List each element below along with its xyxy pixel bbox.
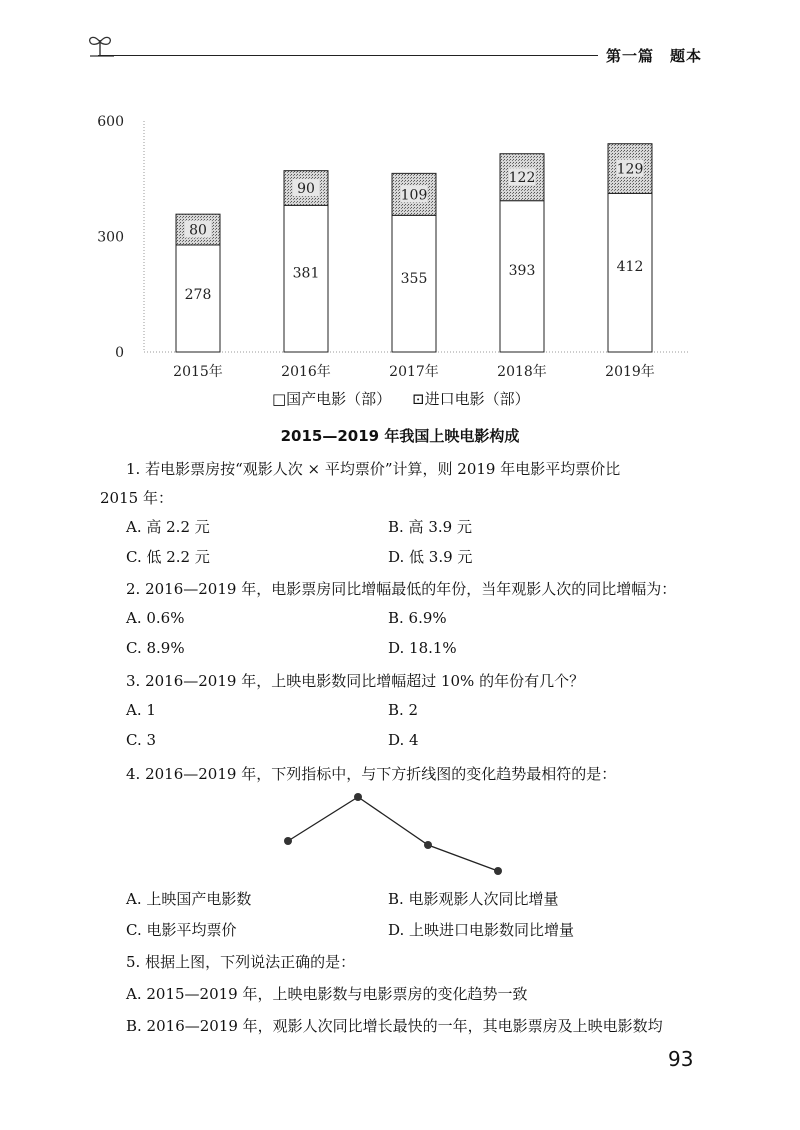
question-2-option-c[interactable]: C. 8.9% xyxy=(126,639,185,657)
question-1-option-a[interactable]: A. 高 2.2 元 xyxy=(126,518,210,536)
question-4-option-c[interactable]: C. 电影平均票价 xyxy=(126,921,237,939)
x-tick-label: 2015年 xyxy=(173,364,223,380)
trend-line xyxy=(288,797,498,871)
question-3-option-c[interactable]: C. 3 xyxy=(126,731,157,749)
trend-point xyxy=(284,837,292,845)
question-3-stem: 3. 2016—2019 年，上映电影数同比增幅超过 10% 的年份有几个？ xyxy=(126,672,585,690)
question-2-stem: 2. 2016—2019 年，电影票房同比增幅最低的年份，当年观影人次的同比增幅为： xyxy=(126,580,677,598)
y-tick-label: 0 xyxy=(115,345,124,361)
question-2-option-b[interactable]: B. 6.9% xyxy=(388,609,447,627)
data-label-imported: 90 xyxy=(297,180,315,197)
question-4-option-d[interactable]: D. 上映进口电影数同比增量 xyxy=(388,921,575,939)
data-label-imported: 122 xyxy=(508,170,536,187)
question-1-option-d[interactable]: D. 低 3.9 元 xyxy=(388,548,473,566)
x-tick-label: 2018年 xyxy=(497,364,547,380)
trend-point xyxy=(494,867,502,875)
question-1-stem-cont: 2015 年： xyxy=(100,489,173,507)
question-5-option-b[interactable]: B. 2016—2019 年，观影人次同比增长最快的一年，其电影票房及上映电影数均 xyxy=(126,1017,663,1035)
data-label-imported: 80 xyxy=(189,222,207,239)
question-2-option-d[interactable]: D. 18.1% xyxy=(388,639,457,657)
x-tick-label: 2016年 xyxy=(281,364,331,380)
x-tick-label: 2017年 xyxy=(389,364,439,380)
page-number: 93 xyxy=(668,1047,694,1071)
question-1-option-b[interactable]: B. 高 3.9 元 xyxy=(388,518,472,536)
header-title: 第一篇 题本 xyxy=(606,47,703,65)
data-label-domestic: 355 xyxy=(400,270,428,287)
data-label-domestic: 412 xyxy=(616,258,644,275)
question-3-option-d[interactable]: D. 4 xyxy=(388,731,419,749)
x-tick-label: 2019年 xyxy=(605,364,655,380)
header-rule xyxy=(98,55,598,56)
question-4-stem: 4. 2016—2019 年，下列指标中，与下方折线图的变化趋势最相符的是： xyxy=(126,765,617,783)
question-1-option-c[interactable]: C. 低 2.2 元 xyxy=(126,548,210,566)
trend-point xyxy=(354,793,362,801)
stacked-bar-chart xyxy=(90,105,710,415)
question-2-option-a[interactable]: A. 0.6% xyxy=(126,609,185,627)
question-4-option-b[interactable]: B. 电影观影人次同比增量 xyxy=(388,890,559,908)
question-3-option-a[interactable]: A. 1 xyxy=(126,701,156,719)
trend-line-chart xyxy=(270,785,520,885)
question-1-stem: 1. 若电影票房按“观影人次 × 平均票价”计算，则 2019 年电影平均票价比 xyxy=(126,460,621,478)
legend-domestic: □国产电影（部） xyxy=(272,390,392,408)
data-label-domestic: 393 xyxy=(508,262,536,279)
y-tick-label: 600 xyxy=(97,114,124,130)
data-label-imported: 109 xyxy=(400,187,428,204)
question-4-option-a[interactable]: A. 上映国产电影数 xyxy=(126,890,252,908)
data-label-imported: 129 xyxy=(616,161,644,178)
question-3-option-b[interactable]: B. 2 xyxy=(388,701,419,719)
y-tick-label: 300 xyxy=(97,229,124,246)
chart-caption: 2015—2019 年我国上映电影构成 xyxy=(280,427,520,445)
question-5-stem: 5. 根据上图，下列说法正确的是： xyxy=(126,953,356,971)
data-label-domestic: 381 xyxy=(292,265,320,282)
data-label-domestic: 278 xyxy=(184,287,212,304)
trend-point xyxy=(424,841,432,849)
legend-imported: ⊡进口电影（部） xyxy=(412,390,530,408)
question-5-option-a[interactable]: A. 2015—2019 年，上映电影数与电影票房的变化趋势一致 xyxy=(126,985,528,1003)
